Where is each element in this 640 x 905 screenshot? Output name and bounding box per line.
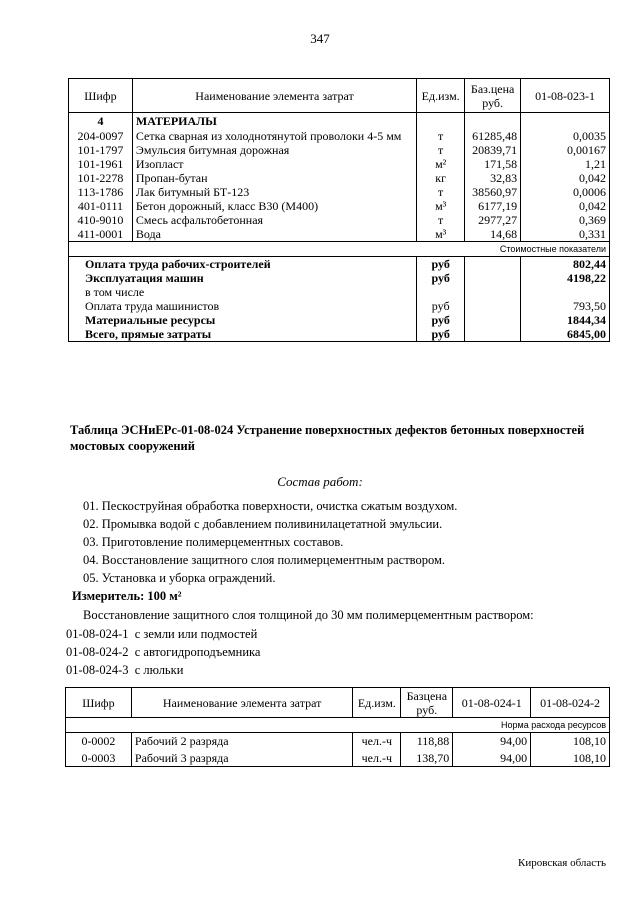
header-value: 01-08-023-1 — [521, 79, 610, 113]
summary-row — [69, 327, 610, 342]
row-value: 0,042 — [521, 171, 610, 185]
work-item: 01. Пескоструйная обработка поверхности, очистка сжатым воздухом. — [83, 499, 458, 513]
norm-caption: Норма расхода ресурсов — [66, 718, 610, 733]
summary-row — [69, 256, 610, 271]
norm-caption-row — [66, 718, 610, 733]
cost-caption-row — [69, 241, 610, 256]
materials-table — [68, 78, 610, 342]
summary-unit: руб — [417, 299, 465, 313]
row-unit: кг — [417, 171, 465, 185]
work-item: 05. Установка и уборка ограждений. — [83, 571, 276, 585]
header-price: Баз.цена руб. — [465, 79, 521, 113]
header-name: Наименование элемента затрат — [131, 688, 352, 718]
row-price: 171,58 — [465, 157, 521, 171]
row-name: Пропан-бутан — [132, 171, 416, 185]
row-unit: т — [417, 213, 465, 227]
variant-item: 01-08-024-1 с земли или подмостей — [66, 627, 258, 641]
row-price: 118,88 — [401, 733, 453, 750]
row-value: 0,331 — [521, 227, 610, 242]
summary-unit — [417, 285, 465, 299]
header-price: Базцена руб. — [401, 688, 453, 718]
summary-name: Материальные ресурсы — [69, 313, 417, 327]
work-item: 03. Приготовление полимерцементных составов. — [83, 535, 344, 549]
row-unit: м² — [417, 157, 465, 171]
header-unit: Ед.изм. — [353, 688, 401, 718]
header-code: Шифр — [66, 688, 132, 718]
row-value: 0,0035 — [521, 129, 610, 143]
row-name: Лак битумный БТ-123 — [132, 185, 416, 199]
summary-unit: руб — [417, 271, 465, 285]
table-title: Таблица ЭСНиЕРс-01-08-024 Устранение поверхностных дефектов бетонных поверхностей мостовых сооружений — [70, 423, 585, 453]
row-price: 6177,19 — [465, 199, 521, 213]
row-value-1: 94,00 — [453, 733, 531, 750]
summary-name: Оплата труда рабочих-строителей — [69, 256, 417, 271]
header-value-1: 01-08-024-1 — [453, 688, 531, 718]
row-name: Изопласт — [132, 157, 416, 171]
row-price: 14,68 — [465, 227, 521, 242]
row-code: 0-0003 — [66, 750, 132, 767]
table-row — [69, 157, 610, 171]
row-value: 0,369 — [521, 213, 610, 227]
summary-unit: руб — [417, 313, 465, 327]
header-value-2: 01-08-024-2 — [531, 688, 610, 718]
header-code: Шифр — [69, 79, 133, 113]
footer-region: Кировская область — [517, 857, 606, 869]
summary-value: 6845,00 — [521, 327, 610, 342]
table-row — [66, 733, 610, 750]
row-unit: т — [417, 129, 465, 143]
row-code: 410-9010 — [69, 213, 133, 227]
row-price: 20839,71 — [465, 143, 521, 157]
table-row — [69, 213, 610, 227]
composition-title: Состав работ: — [277, 474, 363, 489]
row-price: 32,83 — [465, 171, 521, 185]
summary-value: 4198,22 — [521, 271, 610, 285]
row-price: 38560,97 — [465, 185, 521, 199]
row-name: Смесь асфальтобетонная — [132, 213, 416, 227]
row-value-1: 94,00 — [453, 750, 531, 767]
table-row — [69, 171, 610, 185]
summary-value — [521, 285, 610, 299]
description: Восстановление защитного слоя толщиной до 30 мм полимерцементным раствором: — [83, 608, 534, 622]
row-name: Вода — [132, 227, 416, 242]
row-code: 113-1786 — [69, 185, 133, 199]
table-row — [69, 227, 610, 242]
section-code: 4 — [69, 113, 133, 129]
work-item: 02. Промывка водой с добавлением поливинилацетатной эмульсии. — [83, 517, 443, 531]
row-unit: м³ — [417, 227, 465, 242]
row-name: Эмульсия битумная дорожная — [132, 143, 416, 157]
row-value-2: 108,10 — [531, 750, 610, 767]
row-unit: т — [417, 185, 465, 199]
row-code: 101-1797 — [69, 143, 133, 157]
row-value: 0,00167 — [521, 143, 610, 157]
section-row — [69, 113, 610, 129]
row-name: Рабочий 2 разряда — [131, 733, 352, 750]
row-value: 0,0006 — [521, 185, 610, 199]
row-name: Бетон дорожный, класс В30 (М400) — [132, 199, 416, 213]
summary-row — [69, 313, 610, 327]
summary-row — [69, 285, 610, 299]
row-price: 2977,27 — [465, 213, 521, 227]
row-value: 0,042 — [521, 199, 610, 213]
cost-caption: Стоимостные показатели — [69, 241, 610, 256]
row-unit: чел.-ч — [353, 733, 401, 750]
variant-item: 01-08-024-2 с автогидроподъемника — [66, 645, 261, 659]
row-code: 101-2278 — [69, 171, 133, 185]
table-row — [69, 199, 610, 213]
row-value-2: 108,10 — [531, 733, 610, 750]
summary-name: в том числе — [69, 285, 417, 299]
row-price: 138,70 — [401, 750, 453, 767]
row-unit: м³ — [417, 199, 465, 213]
row-name: Сетка сварная из холоднотянутой проволоки 4-5 мм — [132, 129, 416, 143]
summary-value: 793,50 — [521, 299, 610, 313]
row-unit: т — [417, 143, 465, 157]
row-code: 101-1961 — [69, 157, 133, 171]
table-row — [66, 750, 610, 767]
summary-row — [69, 271, 610, 285]
summary-value: 802,44 — [521, 256, 610, 271]
row-code: 411-0001 — [69, 227, 133, 242]
header-name: Наименование элемента затрат — [132, 79, 416, 113]
summary-row — [69, 299, 610, 313]
row-value: 1,21 — [521, 157, 610, 171]
section-name: МАТЕРИАЛЫ — [132, 113, 416, 129]
resources-table — [65, 687, 610, 767]
summary-name: Всего, прямые затраты — [69, 327, 417, 342]
summary-value: 1844,34 — [521, 313, 610, 327]
work-item: 04. Восстановление защитного слоя полимерцементным раствором. — [83, 553, 446, 567]
row-code: 204-0097 — [69, 129, 133, 143]
variant-item: 01-08-024-3 с люльки — [66, 663, 184, 677]
table-row — [69, 129, 610, 143]
summary-name: Эксплуатация машин — [69, 271, 417, 285]
summary-unit: руб — [417, 327, 465, 342]
row-code: 401-0111 — [69, 199, 133, 213]
summary-unit: руб — [417, 256, 465, 271]
table-header-row — [69, 79, 610, 113]
summary-name: Оплата труда машинистов — [69, 299, 417, 313]
page-number: 347 — [310, 31, 330, 46]
header-unit: Ед.изм. — [417, 79, 465, 113]
row-name: Рабочий 3 разряда — [131, 750, 352, 767]
table-row — [69, 185, 610, 199]
table-header-row — [66, 688, 610, 718]
row-code: 0-0002 — [66, 733, 132, 750]
row-price: 61285,48 — [465, 129, 521, 143]
row-unit: чел.-ч — [353, 750, 401, 767]
table-row — [69, 143, 610, 157]
meter-label: Измеритель: 100 м² — [72, 589, 182, 603]
